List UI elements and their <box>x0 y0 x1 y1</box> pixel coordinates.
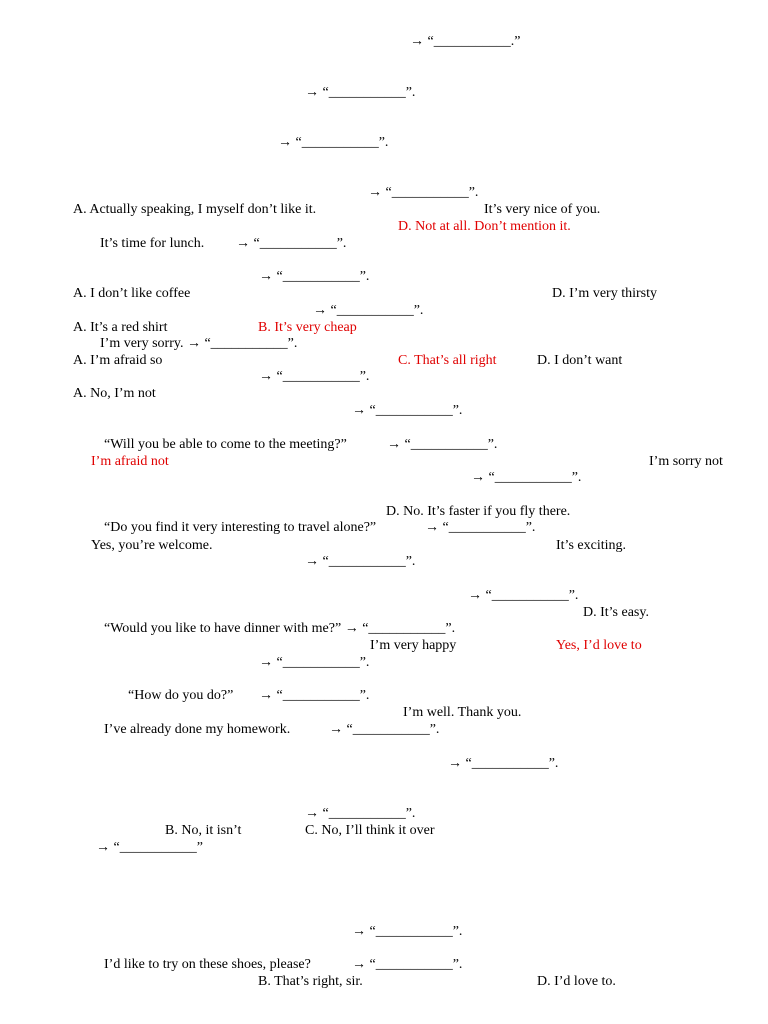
answer-blank-line: → “___________” <box>96 840 203 855</box>
option-text: A. Actually speaking, I myself don’t like it. <box>73 202 317 217</box>
answer-blank-line: → “___________”. <box>352 957 463 972</box>
answer-blank-line: → “___________.” <box>410 34 521 49</box>
option-text: B. No, it isn’t <box>165 823 242 838</box>
answer-blank-line: → “___________”. <box>313 303 424 318</box>
option-text: I’m well. Thank you. <box>403 705 522 720</box>
option-text: I’m sorry not <box>649 454 723 469</box>
option-text: It’s exciting. <box>556 538 626 553</box>
question-text: I’m very sorry. → “___________”. <box>100 336 298 351</box>
option-text: D. I’m very thirsty <box>552 286 657 301</box>
answer-blank-line: → “___________”. <box>468 588 579 603</box>
question-text: “Do you find it very interesting to travel alone?” <box>104 520 377 535</box>
answer-blank-line: → “___________”. <box>471 470 582 485</box>
option-text: I’m very happy <box>370 638 457 653</box>
answer-blank-line: → “___________”. <box>352 403 463 418</box>
option-text: D. I’d love to. <box>537 974 616 989</box>
answer-blank-line: → “___________”. <box>259 688 370 703</box>
answer-blank-line: → “___________”. <box>236 236 347 251</box>
answer-blank-line: → “___________”. <box>425 520 536 535</box>
answer-blank-line: → “___________”. <box>352 924 463 939</box>
answer-blank-line: → “___________”. <box>305 85 416 100</box>
answer-blank-line: → “___________”. <box>259 269 370 284</box>
option-text: D. It’s easy. <box>583 605 649 620</box>
question-text: “Will you be able to come to the meeting?” <box>104 437 347 452</box>
question-text: It’s time for lunch. <box>100 236 205 251</box>
option-text: A. No, I’m not <box>73 386 156 401</box>
question-text: “How do you do?” <box>128 688 234 703</box>
answer-blank-line: → “___________”. <box>448 756 559 771</box>
question-text: “Would you like to have dinner with me?” → “___________”. <box>104 621 456 636</box>
answer-blank-line: → “___________”. <box>368 185 479 200</box>
option-text: C. No, I’ll think it over <box>305 823 435 838</box>
answer-blank-line: → “___________”. <box>278 135 389 150</box>
answer-blank-line: → “___________”. <box>305 806 416 821</box>
answer-blank-line: → “___________”. <box>329 722 440 737</box>
question-text: I’ve already done my homework. <box>104 722 291 737</box>
highlighted-answer: D. Not at all. Don’t mention it. <box>398 219 571 234</box>
option-text: D. I don’t want <box>537 353 623 368</box>
option-text: B. That’s right, sir. <box>258 974 363 989</box>
highlighted-answer: B. It’s very cheap <box>258 320 357 335</box>
option-text: A. I’m afraid so <box>73 353 163 368</box>
question-text: I’d like to try on these shoes, please? <box>104 957 311 972</box>
highlighted-answer: C. That’s all right <box>398 353 497 368</box>
answer-blank-line: → “___________”. <box>305 554 416 569</box>
option-text: A. I don’t like coffee <box>73 286 191 301</box>
answer-blank-line: → “___________”. <box>387 437 498 452</box>
highlighted-answer: Yes, I’d love to <box>556 638 642 653</box>
answer-blank-line: → “___________”. <box>259 655 370 670</box>
option-text: D. No. It’s faster if you fly there. <box>386 504 571 519</box>
option-text: A. It’s a red shirt <box>73 320 168 335</box>
option-text: Yes, you’re welcome. <box>91 538 213 553</box>
highlighted-answer: I’m afraid not <box>91 454 169 469</box>
answer-blank-line: → “___________”. <box>259 369 370 384</box>
option-text: It’s very nice of you. <box>484 202 601 217</box>
